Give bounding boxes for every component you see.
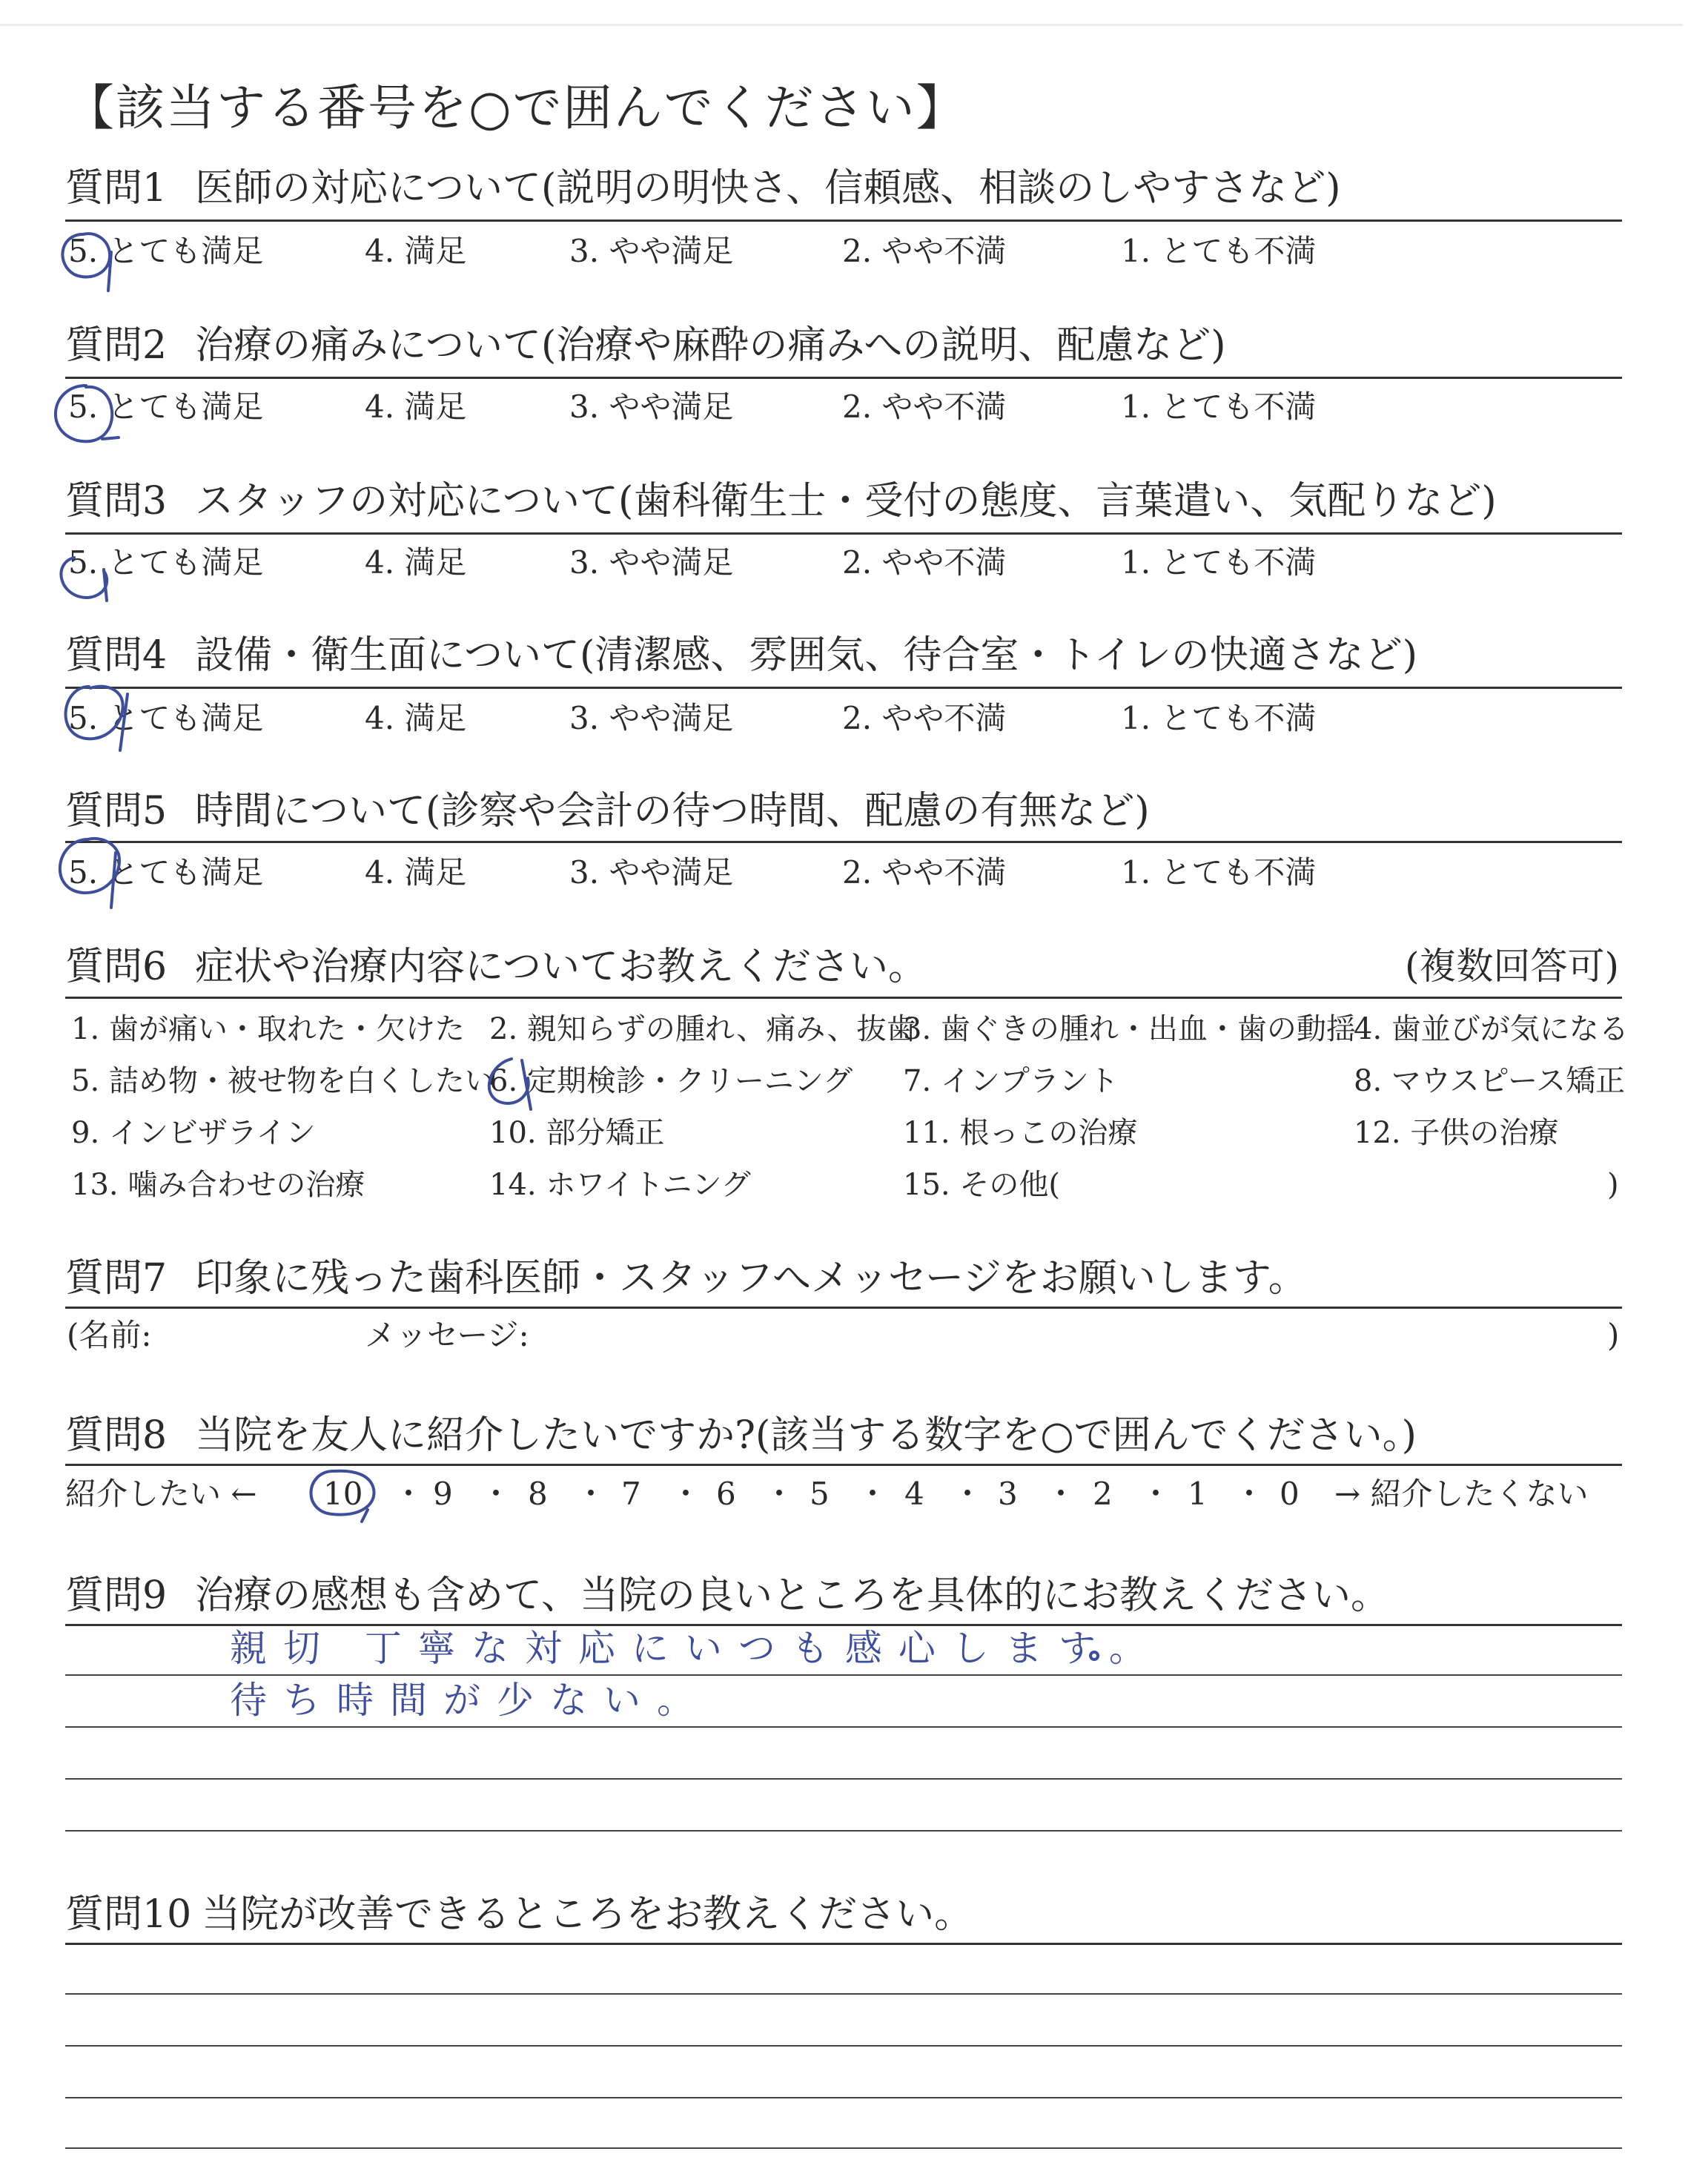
q8-score-3[interactable]: 3 <box>998 1476 1018 1512</box>
q6-option-7[interactable]: 7. インプラント <box>903 1064 1119 1098</box>
q8-separator: ・ <box>1045 1476 1077 1512</box>
q6-option-11[interactable]: 11. 根っこの治療 <box>903 1116 1138 1150</box>
q1-option-3[interactable]: 3. やや満足 <box>569 233 734 269</box>
q7-text: 印象に残った歯科医師・スタッフへメッセージをお願いします。 <box>195 1256 1307 1301</box>
q8-separator: ・ <box>670 1476 702 1512</box>
q8-score-8[interactable]: 8 <box>528 1476 548 1512</box>
q8-rule <box>65 1464 1622 1466</box>
q6-option-10[interactable]: 10. 部分矯正 <box>489 1116 665 1150</box>
q8-title <box>65 1413 1417 1458</box>
q4-number: 質問4 <box>65 633 168 678</box>
q10-answer-line <box>65 2097 1622 2098</box>
q8-separator: ・ <box>857 1476 889 1512</box>
q8-score-6[interactable]: 6 <box>716 1476 736 1512</box>
q9-rule <box>65 1624 1622 1626</box>
q7-name-label: (名前: <box>67 1317 152 1353</box>
q1-option-4[interactable]: 4. 満足 <box>365 233 467 269</box>
q6-option-2[interactable]: 2. 親知らずの腫れ、痛み、抜歯 <box>489 1012 916 1046</box>
q1-option-5[interactable]: 5. とても満足 <box>68 233 264 269</box>
q5-option-4[interactable]: 4. 満足 <box>365 854 467 891</box>
q1-number: 質問1 <box>65 166 168 211</box>
q8-score-10[interactable]: 10 <box>323 1476 363 1512</box>
q3-rule <box>65 532 1622 535</box>
q9-handwritten-line-2: 待ち時間が少ない。 <box>230 1679 710 1722</box>
q8-score-9[interactable]: 9 <box>433 1476 453 1512</box>
q5-number: 質問5 <box>65 789 168 833</box>
q3-option-1[interactable]: 1. とても不満 <box>1121 544 1317 581</box>
q2-option-1[interactable]: 1. とても不満 <box>1121 389 1317 425</box>
q4-option-1[interactable]: 1. とても不満 <box>1121 700 1317 736</box>
q6-option-15-close: ) <box>1607 1168 1619 1202</box>
q6-text: 症状や治療内容についてお教えください。 <box>195 945 927 989</box>
q6-option-5[interactable]: 5. 詰め物・被せ物を白くしたい <box>71 1064 494 1098</box>
q9-title <box>65 1573 1390 1618</box>
q8-separator: ・ <box>393 1476 425 1512</box>
q7-rule <box>65 1307 1622 1309</box>
q6-option-8[interactable]: 8. マウスピース矯正 <box>1354 1064 1626 1098</box>
q7-title <box>65 1256 1307 1301</box>
q1-rule <box>65 219 1622 222</box>
q8-separator: ・ <box>1234 1476 1265 1512</box>
q6-option-13[interactable]: 13. 噛み合わせの治療 <box>71 1168 365 1202</box>
q7-close-paren: ) <box>1607 1317 1620 1353</box>
q8-text: 当院を友人に紹介したいですか?(該当する数字を○で囲んでください。) <box>195 1413 1417 1458</box>
q6-number: 質問6 <box>65 945 168 989</box>
q3-title <box>65 479 1497 524</box>
q2-option-5[interactable]: 5. とても満足 <box>68 389 264 425</box>
q6-option-14[interactable]: 14. ホワイトニング <box>489 1168 751 1202</box>
q9-answer-line <box>65 1726 1622 1728</box>
q5-option-3[interactable]: 3. やや満足 <box>569 854 734 891</box>
q6-option-1[interactable]: 1. 歯が痛い・取れた・欠けた <box>71 1012 465 1046</box>
q2-title <box>65 323 1226 368</box>
q8-score-4[interactable]: 4 <box>904 1476 924 1512</box>
q8-score-0[interactable]: 0 <box>1280 1476 1300 1512</box>
q8-separator: ・ <box>1140 1476 1172 1512</box>
q1-option-2[interactable]: 2. やや不満 <box>842 233 1007 269</box>
q10-answer-line <box>65 2045 1622 2047</box>
q10-answer-line <box>65 1993 1622 1995</box>
q8-separator: ・ <box>575 1476 607 1512</box>
q10-answer-line <box>65 2147 1622 2149</box>
q3-option-2[interactable]: 2. やや不満 <box>842 544 1007 581</box>
q6-option-4[interactable]: 4. 歯並びが気になる <box>1354 1012 1629 1046</box>
q1-option-1[interactable]: 1. とても不満 <box>1121 233 1317 269</box>
q10-title <box>65 1892 973 1937</box>
q1-text: 医師の対応について(説明の明快さ、信頼感、相談のしやすさなど) <box>195 166 1341 211</box>
q6-option-6[interactable]: 6. 定期検診・クリーニング <box>489 1064 853 1098</box>
q8-separator: ・ <box>764 1476 795 1512</box>
q3-option-4[interactable]: 4. 満足 <box>365 544 467 581</box>
q3-option-3[interactable]: 3. やや満足 <box>569 544 734 581</box>
q4-option-3[interactable]: 3. やや満足 <box>569 700 734 736</box>
q10-rule <box>65 1943 1622 1945</box>
q4-option-2[interactable]: 2. やや不満 <box>842 700 1007 736</box>
q3-text: スタッフの対応について(歯科衛生士・受付の態度、言葉遣い、気配りなど) <box>195 479 1497 524</box>
q8-right-label: → 紹介したくない <box>1334 1476 1589 1512</box>
q6-option-3[interactable]: 3. 歯ぐきの腫れ・出血・歯の動揺 <box>903 1012 1356 1046</box>
q10-number: 質問10 <box>65 1892 192 1937</box>
q6-title <box>65 945 927 989</box>
q1-title <box>65 166 1341 211</box>
q8-left-label: 紹介したい ← <box>65 1476 257 1512</box>
q5-option-1[interactable]: 1. とても不満 <box>1121 854 1317 891</box>
q9-answer-line <box>65 1674 1622 1676</box>
q8-score-5[interactable]: 5 <box>810 1476 830 1512</box>
q5-title <box>65 789 1150 833</box>
q5-rule <box>65 841 1622 843</box>
q9-number: 質問9 <box>65 1573 168 1618</box>
q9-answer-line <box>65 1830 1622 1832</box>
top-border <box>0 24 1683 26</box>
q3-option-5[interactable]: 5. とても満足 <box>68 544 264 581</box>
q2-number: 質問2 <box>65 323 168 368</box>
q2-option-3[interactable]: 3. やや満足 <box>569 389 734 425</box>
q6-rule <box>65 997 1622 999</box>
q4-text: 設備・衛生面について(清潔感、雰囲気、待合室・トイレの快適さなど) <box>195 633 1418 678</box>
q9-answer-line <box>65 1778 1622 1780</box>
q4-rule <box>65 687 1622 689</box>
q8-number: 質問8 <box>65 1413 168 1458</box>
q2-text: 治療の痛みについて(治療や麻酔の痛みへの説明、配慮など) <box>195 323 1226 368</box>
q8-separator: ・ <box>952 1476 984 1512</box>
q4-option-4[interactable]: 4. 満足 <box>365 700 467 736</box>
q7-message-label: メッセージ: <box>365 1317 529 1353</box>
q6-option-9[interactable]: 9. インビザライン <box>71 1116 316 1150</box>
q6-option-15[interactable]: 15. その他( <box>903 1168 1060 1202</box>
q6-multiple-answers-note: (複数回答可) <box>1404 945 1619 988</box>
q8-separator: ・ <box>480 1476 512 1512</box>
q6-option-12[interactable]: 12. 子供の治療 <box>1354 1116 1559 1150</box>
q4-option-5[interactable]: 5. とても満足 <box>68 700 264 736</box>
q8-score-2[interactable]: 2 <box>1093 1476 1113 1512</box>
q10-text: 当院が改善できるところをお教えください。 <box>202 1892 973 1937</box>
q5-text: 時間について(診察や会計の待つ時間、配慮の有無など) <box>195 789 1150 833</box>
q4-title <box>65 633 1418 678</box>
instruction-heading: 【該当する番号を○で囲んでください】 <box>65 79 967 136</box>
q5-option-2[interactable]: 2. やや不満 <box>842 854 1007 891</box>
q2-option-2[interactable]: 2. やや不満 <box>842 389 1007 425</box>
q9-text: 治療の感想も含めて、当院の良いところを具体的にお教えください。 <box>195 1573 1390 1618</box>
q9-handwritten-line-1: 親切 丁寧な対応にいつも感心します。 <box>230 1627 1162 1670</box>
q8-score-1[interactable]: 1 <box>1188 1476 1208 1512</box>
q3-number: 質問3 <box>65 479 168 524</box>
q7-number: 質問7 <box>65 1256 168 1301</box>
q5-option-5[interactable]: 5. とても満足 <box>68 854 264 891</box>
q8-score-7[interactable]: 7 <box>621 1476 641 1512</box>
q2-option-4[interactable]: 4. 満足 <box>365 389 467 425</box>
q2-rule <box>65 377 1622 379</box>
